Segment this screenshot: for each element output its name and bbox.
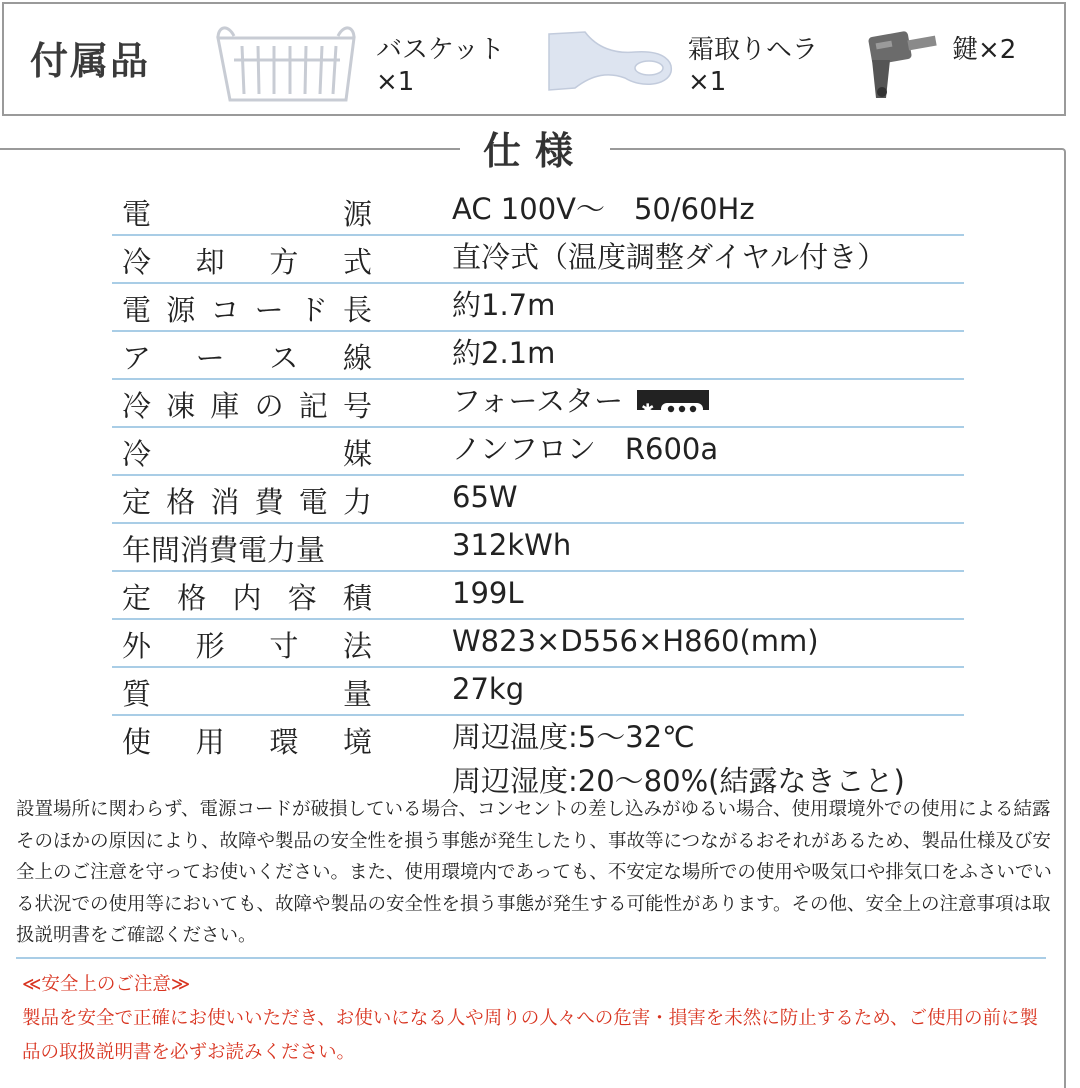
- spec-value: フォースター ✱: [452, 382, 709, 420]
- spec-table: [112, 188, 964, 806]
- spec-row: [112, 428, 964, 476]
- spec-value: 約1.7m: [452, 288, 556, 322]
- spec-label: 定 格 内 容 積: [122, 581, 372, 615]
- spec-label: 冷 凍 庫 の 記 号: [122, 389, 372, 423]
- spec-label: 電 源 コ ー ド 長: [122, 293, 372, 327]
- caution-block: [22, 968, 1052, 1070]
- spec-row: [112, 332, 964, 380]
- spec-value: 周辺温度:5〜32℃ 周辺湿度:20〜80%(結露なきこと): [452, 720, 905, 798]
- svg-text:✱: ✱: [641, 400, 655, 419]
- spec-value: 312kWh: [452, 528, 572, 562]
- spec-label: 質 量: [122, 677, 372, 711]
- spec-label: 冷 媒: [122, 437, 372, 471]
- spec-label: ア ー ス 線: [122, 341, 372, 375]
- spec-label: 電 源: [122, 197, 372, 231]
- spec-title: 仕様: [460, 127, 610, 175]
- spec-value: AC 100V〜 50/60Hz: [452, 192, 755, 226]
- scraper-icon: [545, 28, 675, 98]
- basket-label: バスケット ×1: [376, 35, 505, 97]
- spec-row: [112, 668, 964, 716]
- spec-row: [112, 236, 964, 284]
- spec-value: 27kg: [452, 672, 525, 706]
- spec-label: 外 形 寸 法: [122, 629, 372, 663]
- spec-value: ノンフロン R600a: [452, 432, 719, 466]
- caution-text: 製品を安全で正確にお使いいただき、お使いになる人や周りの人々への危害・損害を未然に防止するため、ご使用の前に製品の取扱説明書を必ずお読みください。: [22, 1008, 1039, 1063]
- spec-value: W823×D556×H860(mm): [452, 624, 819, 658]
- divider: [16, 957, 1046, 959]
- spec-row: [112, 572, 964, 620]
- four-star-freezer-icon: [637, 390, 709, 419]
- scraper-label: 霜取りヘラ ×1: [688, 35, 819, 97]
- spec-row: [112, 476, 964, 524]
- key-icon: [862, 22, 942, 102]
- spec-row: [112, 380, 964, 428]
- spec-label: 定 格 消 費 電 力: [122, 485, 372, 519]
- spec-row: [112, 524, 964, 572]
- spec-label: 年間消費電力量: [122, 533, 326, 567]
- spec-value: 直冷式（温度調整ダイヤル付き）: [452, 240, 887, 274]
- spec-value: 65W: [452, 480, 518, 514]
- spec-row: [112, 188, 964, 236]
- caution-title: ≪安全上のご注意≫: [22, 974, 191, 995]
- spec-label: 冷 却 方 式: [122, 245, 372, 279]
- accessories-title: 付属品: [30, 39, 151, 83]
- spec-row: [112, 716, 964, 806]
- spec-value: 199L: [452, 576, 524, 610]
- spec-value: 約2.1m: [452, 336, 556, 370]
- key-label: 鍵×2: [952, 35, 1017, 65]
- notice-text: 設置場所に関わらず、電源コードが破損している場合、コンセントの差し込みがゆるい場合、使用環境外での使用による結露そのほかの原因により、故障や製品の安全性を損う事態が発生したり、事故等につながるおそれがあるため、製品仕様及び安全上のご注意を守ってお使いください。また、使用環境内であっても、不安定な場所での使用や吸気口や排気口をふさいでいる状況での使用等においても、故障や製品の安全性を損う事態が発生する可能性があります。その他、安全上の注意事項は取扱説明書をご確認ください。: [16, 799, 1052, 946]
- basket-icon: [212, 18, 360, 108]
- spec-row: [112, 284, 964, 332]
- spec-row: [112, 620, 964, 668]
- spec-label: 使 用 環 境: [122, 725, 372, 759]
